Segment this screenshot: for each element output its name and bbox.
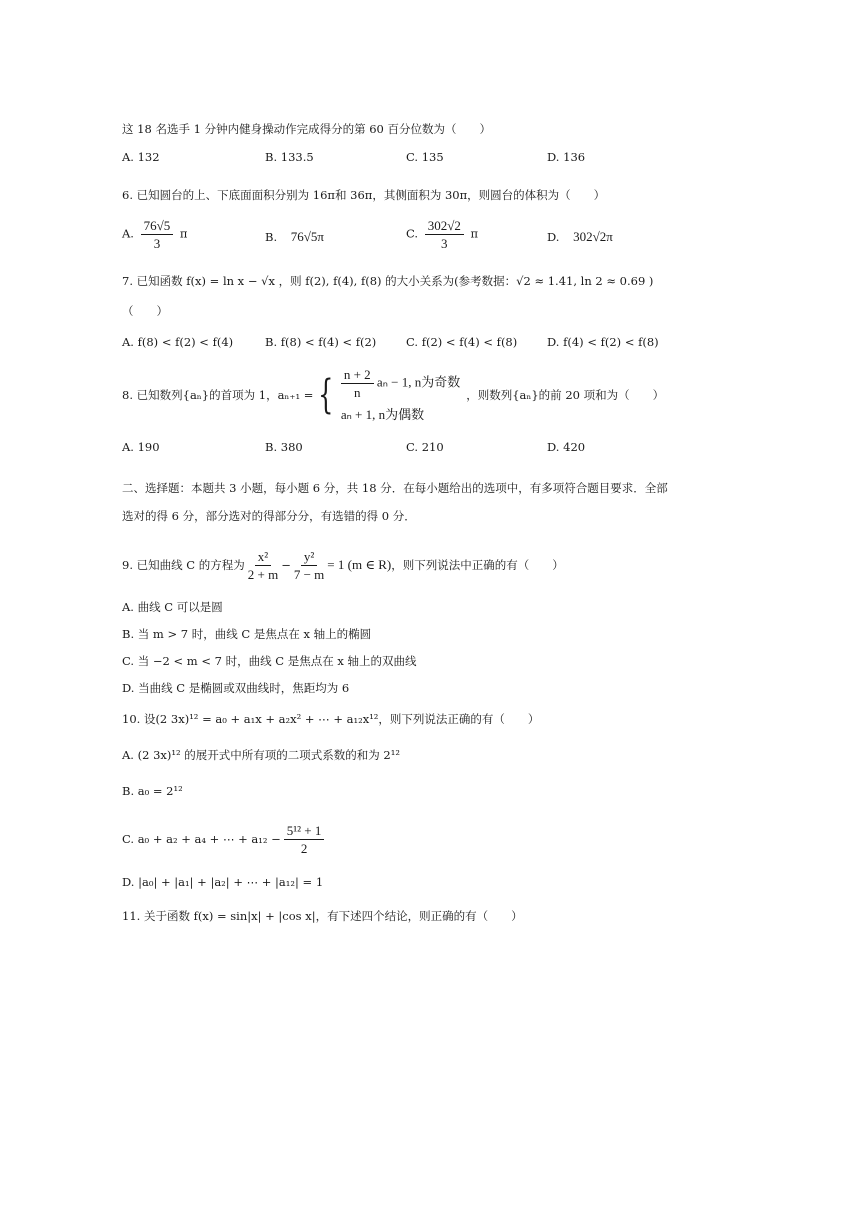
q6-option-a-den: 3 bbox=[153, 236, 161, 251]
q6-option-a-label: A. bbox=[122, 226, 134, 241]
q10-c-den: 2 bbox=[300, 840, 308, 856]
q8-cases bbox=[341, 367, 460, 423]
q8-case1-den: n bbox=[354, 385, 361, 400]
q6-option-a-fraction bbox=[141, 218, 174, 251]
q9-tail: = 1 (m ∈ R) bbox=[327, 557, 392, 572]
q6-option-c-fraction bbox=[425, 218, 464, 251]
q6-option-a-num: 76√5 bbox=[141, 218, 174, 235]
q8-prefix: 8. 已知数列{aₙ}的首项为 1，aₙ₊₁ = bbox=[122, 388, 314, 402]
section-2-heading: 二、选择题：本题共 3 小题，每小题 6 分，共 18 分．在每小题给出的选项中，有多项符合题目要求．全部 bbox=[122, 481, 668, 495]
question-8-stem bbox=[122, 368, 664, 422]
q10-c-prefix: C. a₀ + a₂ + a₄ + ⋯ + a₁₂ − bbox=[122, 832, 281, 846]
q8-piecewise bbox=[313, 367, 460, 423]
q6-option-c bbox=[406, 218, 478, 251]
q10-option-c bbox=[122, 820, 327, 858]
question-10-stem: 10. 设(2 3x)¹² = a₀ + a₁x + a₂x² + ⋯ + a₁₂x¹²，则下列说法正确的有（ ） bbox=[122, 712, 540, 726]
q8-case1-fraction bbox=[341, 367, 374, 400]
q8-case1-num: n + 2 bbox=[341, 367, 374, 384]
question-6-stem: 6. 已知圆台的上、下底面面积分别为 16π和 36π，其侧面积为 30π，则圆台的体积为（ ） bbox=[122, 188, 606, 202]
q8-case-1 bbox=[341, 367, 460, 400]
option-b: B. 133.5 bbox=[265, 150, 314, 164]
q9-f2-num: y² bbox=[301, 549, 317, 566]
q7-option-a: A. f(8) < f(2) < f(4) bbox=[122, 335, 234, 349]
q8-option-b: B. 380 bbox=[265, 440, 303, 454]
q6-option-a-tail: π bbox=[179, 226, 188, 241]
q8-case-2: aₙ + 1, n为偶数 bbox=[340, 407, 425, 422]
q7-option-d: D. f(4) < f(2) < f(8) bbox=[547, 335, 659, 349]
q9-f1-num: x² bbox=[255, 549, 271, 566]
q6-option-a bbox=[122, 218, 187, 251]
question-7-paren: （ ） bbox=[122, 304, 168, 318]
q6-option-d-label: D. bbox=[547, 230, 560, 244]
option-c: C. 135 bbox=[406, 150, 444, 164]
q8-option-c: C. 210 bbox=[406, 440, 444, 454]
q8-option-a: A. 190 bbox=[122, 440, 160, 454]
q9-option-b: B. 当 m > 7 时，曲线 C 是焦点在 x 轴上的椭圆 bbox=[122, 627, 372, 641]
q9-f1-den: 2 + m bbox=[247, 566, 279, 582]
q6-option-c-den: 3 bbox=[441, 236, 448, 251]
q6-option-d bbox=[547, 229, 613, 245]
q9-option-a: A. 曲线 C 可以是圆 bbox=[122, 600, 223, 614]
option-a: A. 132 bbox=[122, 150, 160, 164]
q8-case1-tail: aₙ − 1, n为奇数 bbox=[376, 374, 461, 390]
q6-option-b-label: B. bbox=[265, 230, 278, 244]
q10-c-fraction bbox=[284, 823, 325, 856]
question-11-stem: 11. 关于函数 f(x) = sin|x| + |cos x|，有下述四个结论，则正确的有（ ） bbox=[122, 909, 523, 923]
q6-option-c-num: 302√2 bbox=[425, 218, 464, 235]
question-7-stem: 7. 已知函数 f(x) = ln x − √x ，则 f(2), f(4), f(8) 的大小关系为(参考数据：√2 ≈ 1.41, ln 2 ≈ 0.69 ) bbox=[122, 274, 654, 288]
q6-option-b bbox=[265, 229, 324, 245]
q10-option-a: A. (2 3x)¹² 的展开式中所有项的二项式系数的和为 2¹² bbox=[122, 748, 400, 762]
q10-c-num: 5¹² + 1 bbox=[284, 823, 325, 840]
q9-f2-den: 7 − m bbox=[293, 566, 325, 582]
q6-option-c-tail: π bbox=[470, 226, 479, 241]
q9-fraction-2 bbox=[294, 549, 324, 582]
section-2-heading-cont: 选对的得 6 分，部分选对的得部分分，有选错的得 0 分． bbox=[122, 509, 416, 523]
q10-option-b: B. a₀ = 2¹² bbox=[122, 784, 183, 798]
q8-suffix: ，则数列{aₙ}的前 20 项和为（ ） bbox=[466, 388, 665, 402]
question-stem-prev: 这 18 名选手 1 分钟内健身操动作完成得分的第 60 百分位数为（ ） bbox=[122, 122, 492, 136]
question-9-stem bbox=[122, 546, 564, 584]
q6-option-c-label: C. bbox=[406, 226, 419, 241]
q9-fraction-1 bbox=[248, 549, 278, 582]
q9-minus: − bbox=[281, 558, 291, 572]
q6-option-d-value: 302√2π bbox=[573, 229, 613, 244]
q8-option-d: D. 420 bbox=[547, 440, 586, 454]
q8-brace: { bbox=[318, 372, 334, 418]
q9-option-d: D. 当曲线 C 是椭圆或双曲线时，焦距均为 6 bbox=[122, 681, 350, 695]
q7-option-c: C. f(2) < f(4) < f(8) bbox=[406, 335, 518, 349]
q9-prefix: 9. 已知曲线 C 的方程为 bbox=[122, 558, 245, 572]
q10-option-d: D. |a₀| + |a₁| + |a₂| + ⋯ + |a₁₂| = 1 bbox=[122, 875, 324, 889]
q6-option-b-value: 76√5π bbox=[290, 229, 324, 244]
option-d: D. 136 bbox=[547, 150, 586, 164]
q7-option-b: B. f(8) < f(4) < f(2) bbox=[265, 335, 377, 349]
q9-suffix: ，则下列说法中正确的有（ ） bbox=[391, 558, 564, 572]
q9-option-c: C. 当 −2 < m < 7 时，曲线 C 是焦点在 x 轴上的双曲线 bbox=[122, 654, 417, 668]
